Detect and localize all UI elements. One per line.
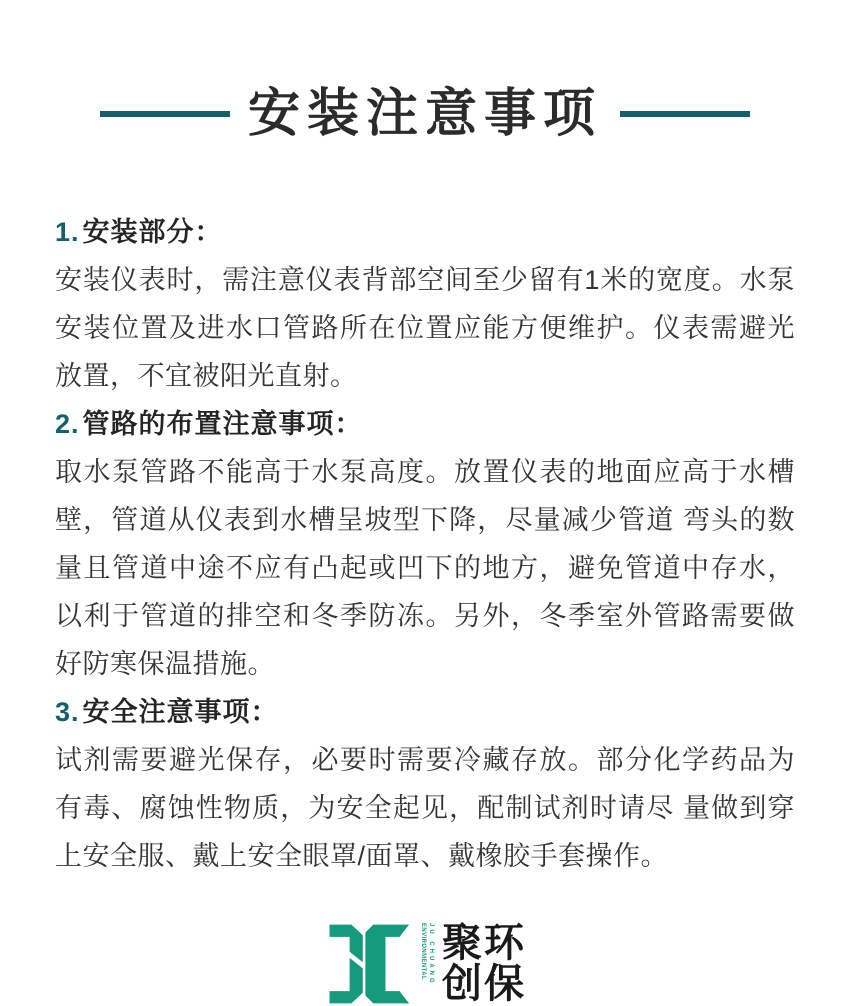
section-piping <box>55 400 795 688</box>
jc-logo-icon <box>324 922 412 1006</box>
section-installation <box>55 208 795 400</box>
logo-chinese-row2: 创保 <box>442 962 526 1006</box>
page-title: 安装注意事项 <box>247 85 602 143</box>
section-heading-text: 安装部分： <box>82 217 223 247</box>
section-body: 取水泵管路不能高于水泵高度。放置仪表的地面应高于水槽壁，管道从仪表到水槽呈坡型下降，尽量减少管道 弯头的数量且管道中途不应有凸起或凹下的地方，避免管道中存水，以利于管道的排空和冬季防冻。另外，冬季室外管路需要做好防寒保温措施。 <box>55 457 795 679</box>
jc-logo-left-upper-shape <box>330 925 363 963</box>
logo-english-line2: ENVIRONMENTAL <box>420 923 426 981</box>
logo-chinese-row1: 聚环 <box>442 921 526 965</box>
logo-chinese-text <box>442 923 526 1005</box>
section-number: 2. <box>55 409 80 439</box>
section-body: 安装仪表时，需注意仪表背部空间至少留有1米的宽度。水泵安装位置及进水口管路所在位置应能方便维护。仪表需避光放置，不宜被阳光直射。 <box>55 265 795 391</box>
section-heading <box>55 208 795 256</box>
page-header <box>0 0 850 144</box>
document-body <box>55 208 795 880</box>
logo-english-text <box>419 923 435 1005</box>
section-heading-text: 管路的布置注意事项： <box>82 409 363 439</box>
logo-english-line1: JU CHUANG <box>428 923 434 986</box>
section-number: 3. <box>55 697 80 727</box>
title-line-right <box>620 111 750 117</box>
section-heading <box>55 688 795 736</box>
section-number: 1. <box>55 217 80 247</box>
section-heading <box>55 400 795 448</box>
section-safety <box>55 688 795 880</box>
section-body: 试剂需要避光保存，必要时需要冷藏存放。部分化学药品为有毒、腐蚀性物质，为安全起见，配制试剂时请尽 量做到穿上安全服、戴上安全眼罩/面罩、戴橡胶手套操作。 <box>55 745 795 871</box>
jc-logo-left-lower-shape <box>330 958 363 1004</box>
title-line-left <box>100 111 230 117</box>
section-heading-text: 安全注意事项： <box>82 697 279 727</box>
jc-logo-right-shape <box>365 925 409 1004</box>
company-logo <box>0 922 850 1006</box>
